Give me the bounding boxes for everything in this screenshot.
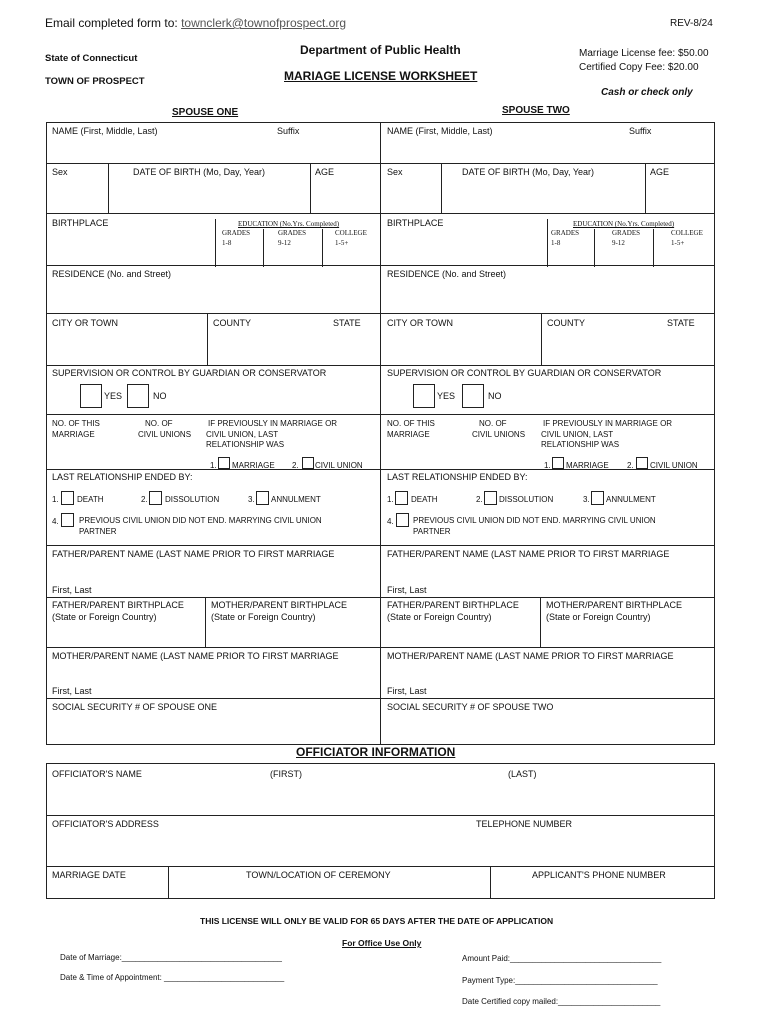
spouse-one-grades1-range: 1-8	[222, 239, 232, 247]
spouse-two-mother-birthplace: MOTHER/PARENT BIRTHPLACE	[546, 600, 683, 610]
spouse-one-city-label: CITY OR TOWN	[52, 318, 119, 328]
spouse-two-no-label: NO	[488, 391, 502, 401]
spouse-two-end3-num: 3.	[583, 495, 590, 504]
spouse-two-end3: ANNULMENT	[606, 495, 656, 504]
spouse-one-end1-num: 1.	[52, 495, 59, 504]
officiator-phone-label: TELEPHONE NUMBER	[476, 819, 573, 829]
spouse-two-education-label: EDUCATION (No.Yrs. Completed)	[573, 220, 675, 228]
spouse-two-end1-num: 1.	[387, 495, 394, 504]
spouse-two-end4-a: PREVIOUS CIVIL UNION DID NOT END. MARRYING CIVIL UNION	[413, 516, 656, 525]
spouse-one-ssn-label: SOCIAL SECURITY # OF SPOUSE ONE	[52, 702, 218, 712]
spouse-one-state-label: STATE	[333, 318, 361, 328]
spouse-two-grades2-range: 9-12	[612, 239, 625, 247]
officiator-last-label: (LAST)	[508, 769, 537, 779]
spouse-one-num-marriage-1: NO. OF THIS	[52, 419, 100, 428]
spouse-one-annulment-checkbox[interactable]	[256, 491, 269, 505]
spouse-two-yes-label: YES	[437, 391, 456, 401]
copy-fee: Certified Copy Fee: $20.00	[579, 62, 699, 73]
spouse-one-county-label: COUNTY	[213, 318, 251, 328]
spouse-two-mother-birthplace-sub: (State or Foreign Country)	[546, 612, 651, 622]
spouse-two-opt2-num: 2.	[627, 461, 634, 470]
spouse-two-county-label: COUNTY	[547, 318, 585, 328]
payment-note: Cash or check only	[601, 87, 693, 98]
spouse-two-father-birthplace: FATHER/PARENT BIRTHPLACE	[387, 600, 519, 610]
ceremony-location-label: TOWN/LOCATION OF CEREMONY	[246, 870, 391, 880]
spouse-one-dob-label: DATE OF BIRTH (Mo, Day, Year)	[133, 167, 266, 177]
spouse-one-dissolution-checkbox[interactable]	[149, 491, 162, 505]
spouse-one-opt2-num: 2.	[292, 461, 299, 470]
spouse-one-name-label: NAME (First, Middle, Last)	[52, 126, 158, 136]
spouse-two-supervision-label: SUPERVISION OR CONTROL BY GUARDIAN OR CONSERVATOR	[387, 368, 662, 378]
spouse-two-mother-first: First, Last	[387, 686, 427, 696]
spouse-two-grades2: GRADES	[612, 229, 641, 237]
spouse-two-num-civil-2: CIVIL UNIONS	[472, 430, 526, 439]
officiator-first-label: (FIRST)	[270, 769, 302, 779]
spouse-two-last-ended-label: LAST RELATIONSHIP ENDED BY:	[387, 472, 528, 482]
spouse-one-education-label: EDUCATION (No.Yrs. Completed)	[238, 220, 340, 228]
spouse-one-supervision-no-checkbox[interactable]	[127, 384, 149, 408]
revision-label: REV-8/24	[670, 18, 713, 29]
spouse-two-prev-2: CIVIL UNION, LAST	[541, 430, 614, 439]
spouse-one-grades2-range: 9-12	[278, 239, 291, 247]
spouse-one-num-marriage-2: MARRIAGE	[52, 430, 95, 439]
copy-mailed-field: Date Certified copy mailed:_______________________	[462, 997, 661, 1006]
spouse-one-opt1: MARRIAGE	[232, 461, 275, 470]
spouse-two-name-label: NAME (First, Middle, Last)	[387, 126, 493, 136]
spouse-one-end4-b: PARTNER	[79, 527, 117, 536]
spouse-one-end2-num: 2.	[141, 495, 148, 504]
spouse-one-college-range: 1-5+	[335, 239, 349, 247]
department-label: Department of Public Health	[300, 43, 461, 57]
spouse-two-dissolution-checkbox[interactable]	[484, 491, 497, 505]
spouse-one-supervision-label: SUPERVISION OR CONTROL BY GUARDIAN OR CONSERVATOR	[52, 368, 327, 378]
spouse-one-end4-num: 4.	[52, 517, 59, 526]
spouse-two-ssn-label: SOCIAL SECURITY # OF SPOUSE TWO	[387, 702, 554, 712]
spouse-one-birthplace-label: BIRTHPLACE	[52, 218, 109, 228]
spouse-one-death-checkbox[interactable]	[61, 491, 74, 505]
spouse-two-heading: SPOUSE TWO	[502, 105, 570, 116]
spouse-one-end3-num: 3.	[248, 495, 255, 504]
spouse-one-num-civil-1: NO. OF	[145, 419, 173, 428]
spouse-one-no-label: NO	[153, 391, 167, 401]
spouse-two-college-range: 1-5+	[671, 239, 685, 247]
spouse-two-num-marriage-1: NO. OF THIS	[387, 419, 435, 428]
spouse-two-civil-union-checkbox[interactable]	[636, 457, 648, 469]
spouse-two-death-checkbox[interactable]	[395, 491, 408, 505]
email-prefix: Email completed form to:	[45, 16, 182, 30]
marriage-date-label: MARRIAGE DATE	[52, 870, 126, 880]
spouse-one-yes-label: YES	[104, 391, 123, 401]
spouse-two-residence-label: RESIDENCE (No. and Street)	[387, 269, 507, 279]
spouse-one-opt2: CIVIL UNION	[315, 461, 363, 470]
page-title: MARIAGE LICENSE WORKSHEET	[284, 69, 478, 83]
spouse-one-father-first: First, Last	[52, 585, 92, 595]
spouse-two-end1: DEATH	[411, 495, 438, 504]
spouse-two-suffix-label: Suffix	[629, 126, 652, 136]
payment-type-field: Payment Type:________________________________	[462, 976, 658, 985]
spouse-two-college: COLLEGE	[671, 229, 703, 237]
applicant-phone-label: APPLICANT'S PHONE NUMBER	[532, 870, 666, 880]
spouse-one-prev-2: CIVIL UNION, LAST	[206, 430, 279, 439]
spouse-one-num-civil-2: CIVIL UNIONS	[138, 430, 192, 439]
spouse-two-father-name-label: FATHER/PARENT NAME (LAST NAME PRIOR TO FIRST MARRIAGE	[387, 549, 670, 559]
spouse-two-opt2: CIVIL UNION	[650, 461, 698, 470]
spouse-one-end3: ANNULMENT	[271, 495, 321, 504]
spouse-one-prev-1: IF PREVIOUSLY IN MARRIAGE OR	[208, 419, 338, 428]
spouse-two-annulment-checkbox[interactable]	[591, 491, 604, 505]
spouse-two-father-first: First, Last	[387, 585, 427, 595]
spouse-two-grades1: GRADES	[551, 229, 580, 237]
spouse-two-previous-civil-union-checkbox[interactable]	[396, 513, 409, 527]
spouse-two-grades1-range: 1-8	[551, 239, 561, 247]
spouse-two-father-birthplace-sub: (State or Foreign Country)	[387, 612, 492, 622]
spouse-one-sex-label: Sex	[52, 167, 68, 177]
spouse-one-mother-first: First, Last	[52, 686, 92, 696]
license-fee: Marriage License fee: $50.00	[579, 48, 709, 59]
spouse-one-residence-label: RESIDENCE (No. and Street)	[52, 269, 172, 279]
spouse-one-age-label: AGE	[315, 167, 335, 177]
spouse-one-mother-birthplace: MOTHER/PARENT BIRTHPLACE	[211, 600, 348, 610]
spouse-one-last-ended-label: LAST RELATIONSHIP ENDED BY:	[52, 472, 193, 482]
spouse-one-marriage-checkbox[interactable]	[218, 457, 230, 469]
spouse-two-marriage-checkbox[interactable]	[552, 457, 564, 469]
spouse-two-num-civil-1: NO. OF	[479, 419, 507, 428]
spouse-one-previous-civil-union-checkbox[interactable]	[61, 513, 74, 527]
state-label: State of Connecticut	[45, 53, 138, 64]
spouse-one-suffix-label: Suffix	[277, 126, 300, 136]
spouse-one-father-name-label: FATHER/PARENT NAME (LAST NAME PRIOR TO FIRST MARRIAGE	[52, 549, 335, 559]
spouse-one-grades1: GRADES	[222, 229, 251, 237]
spouse-two-birthplace-label: BIRTHPLACE	[387, 218, 444, 228]
spouse-one-father-birthplace: FATHER/PARENT BIRTHPLACE	[52, 600, 184, 610]
validity-notice: THIS LICENSE WILL ONLY BE VALID FOR 65 DAYS AFTER THE DATE OF APPLICATION	[200, 916, 554, 926]
spouse-one-end1: DEATH	[77, 495, 104, 504]
spouse-one-mother-birthplace-sub: (State or Foreign Country)	[211, 612, 316, 622]
spouse-two-supervision-no-checkbox[interactable]	[462, 384, 484, 408]
spouse-two-prev-3: RELATIONSHIP WAS	[541, 440, 620, 449]
officiator-heading: OFFICIATOR INFORMATION	[296, 745, 456, 759]
spouse-two-state-label: STATE	[667, 318, 695, 328]
spouse-two-opt1-num: 1.	[544, 461, 551, 470]
office-use-heading: For Office Use Only	[342, 938, 422, 948]
town-label: TOWN OF PROSPECT	[45, 76, 145, 87]
spouse-two-sex-label: Sex	[387, 167, 403, 177]
spouse-one-heading: SPOUSE ONE	[172, 107, 239, 118]
spouse-one-college: COLLEGE	[335, 229, 367, 237]
officiator-address-label: OFFICIATOR'S ADDRESS	[52, 819, 159, 829]
email-instruction	[45, 16, 346, 30]
email-link[interactable]: townclerk@townofprospect.org	[181, 16, 346, 30]
spouse-one-end2: DISSOLUTION	[165, 495, 220, 504]
spouse-one-opt1-num: 1.	[210, 461, 217, 470]
spouse-two-age-label: AGE	[650, 167, 670, 177]
spouse-two-end2: DISSOLUTION	[499, 495, 554, 504]
date-of-marriage-field: Date of Marriage:____________________________________	[60, 953, 282, 962]
spouse-one-grades2: GRADES	[278, 229, 307, 237]
spouse-one-prev-3: RELATIONSHIP WAS	[206, 440, 285, 449]
spouse-two-dob-label: DATE OF BIRTH (Mo, Day, Year)	[462, 167, 595, 177]
spouse-two-city-label: CITY OR TOWN	[387, 318, 454, 328]
spouse-two-end2-num: 2.	[476, 495, 483, 504]
spouse-one-civil-union-checkbox[interactable]	[302, 457, 314, 469]
amount-paid-field: Amount Paid:__________________________________	[462, 954, 662, 963]
spouse-one-mother-name-label: MOTHER/PARENT NAME (LAST NAME PRIOR TO FIRST MARRIAGE	[52, 651, 339, 661]
spouse-two-opt1: MARRIAGE	[566, 461, 609, 470]
spouse-one-father-birthplace-sub: (State or Foreign Country)	[52, 612, 157, 622]
spouse-two-end4-b: PARTNER	[413, 527, 451, 536]
spouse-two-num-marriage-2: MARRIAGE	[387, 430, 430, 439]
appointment-field: Date & Time of Appointment: ___________________________	[60, 973, 285, 982]
spouse-two-end4-num: 4.	[387, 517, 394, 526]
spouse-one-supervision-yes-checkbox[interactable]	[80, 384, 102, 408]
spouse-two-mother-name-label: MOTHER/PARENT NAME (LAST NAME PRIOR TO FIRST MARRIAGE	[387, 651, 674, 661]
spouse-two-supervision-yes-checkbox[interactable]	[413, 384, 435, 408]
spouse-one-end4-a: PREVIOUS CIVIL UNION DID NOT END. MARRYING CIVIL UNION	[79, 516, 322, 525]
officiator-name-label: OFFICIATOR'S NAME	[52, 769, 142, 779]
spouse-two-prev-1: IF PREVIOUSLY IN MARRIAGE OR	[543, 419, 673, 428]
